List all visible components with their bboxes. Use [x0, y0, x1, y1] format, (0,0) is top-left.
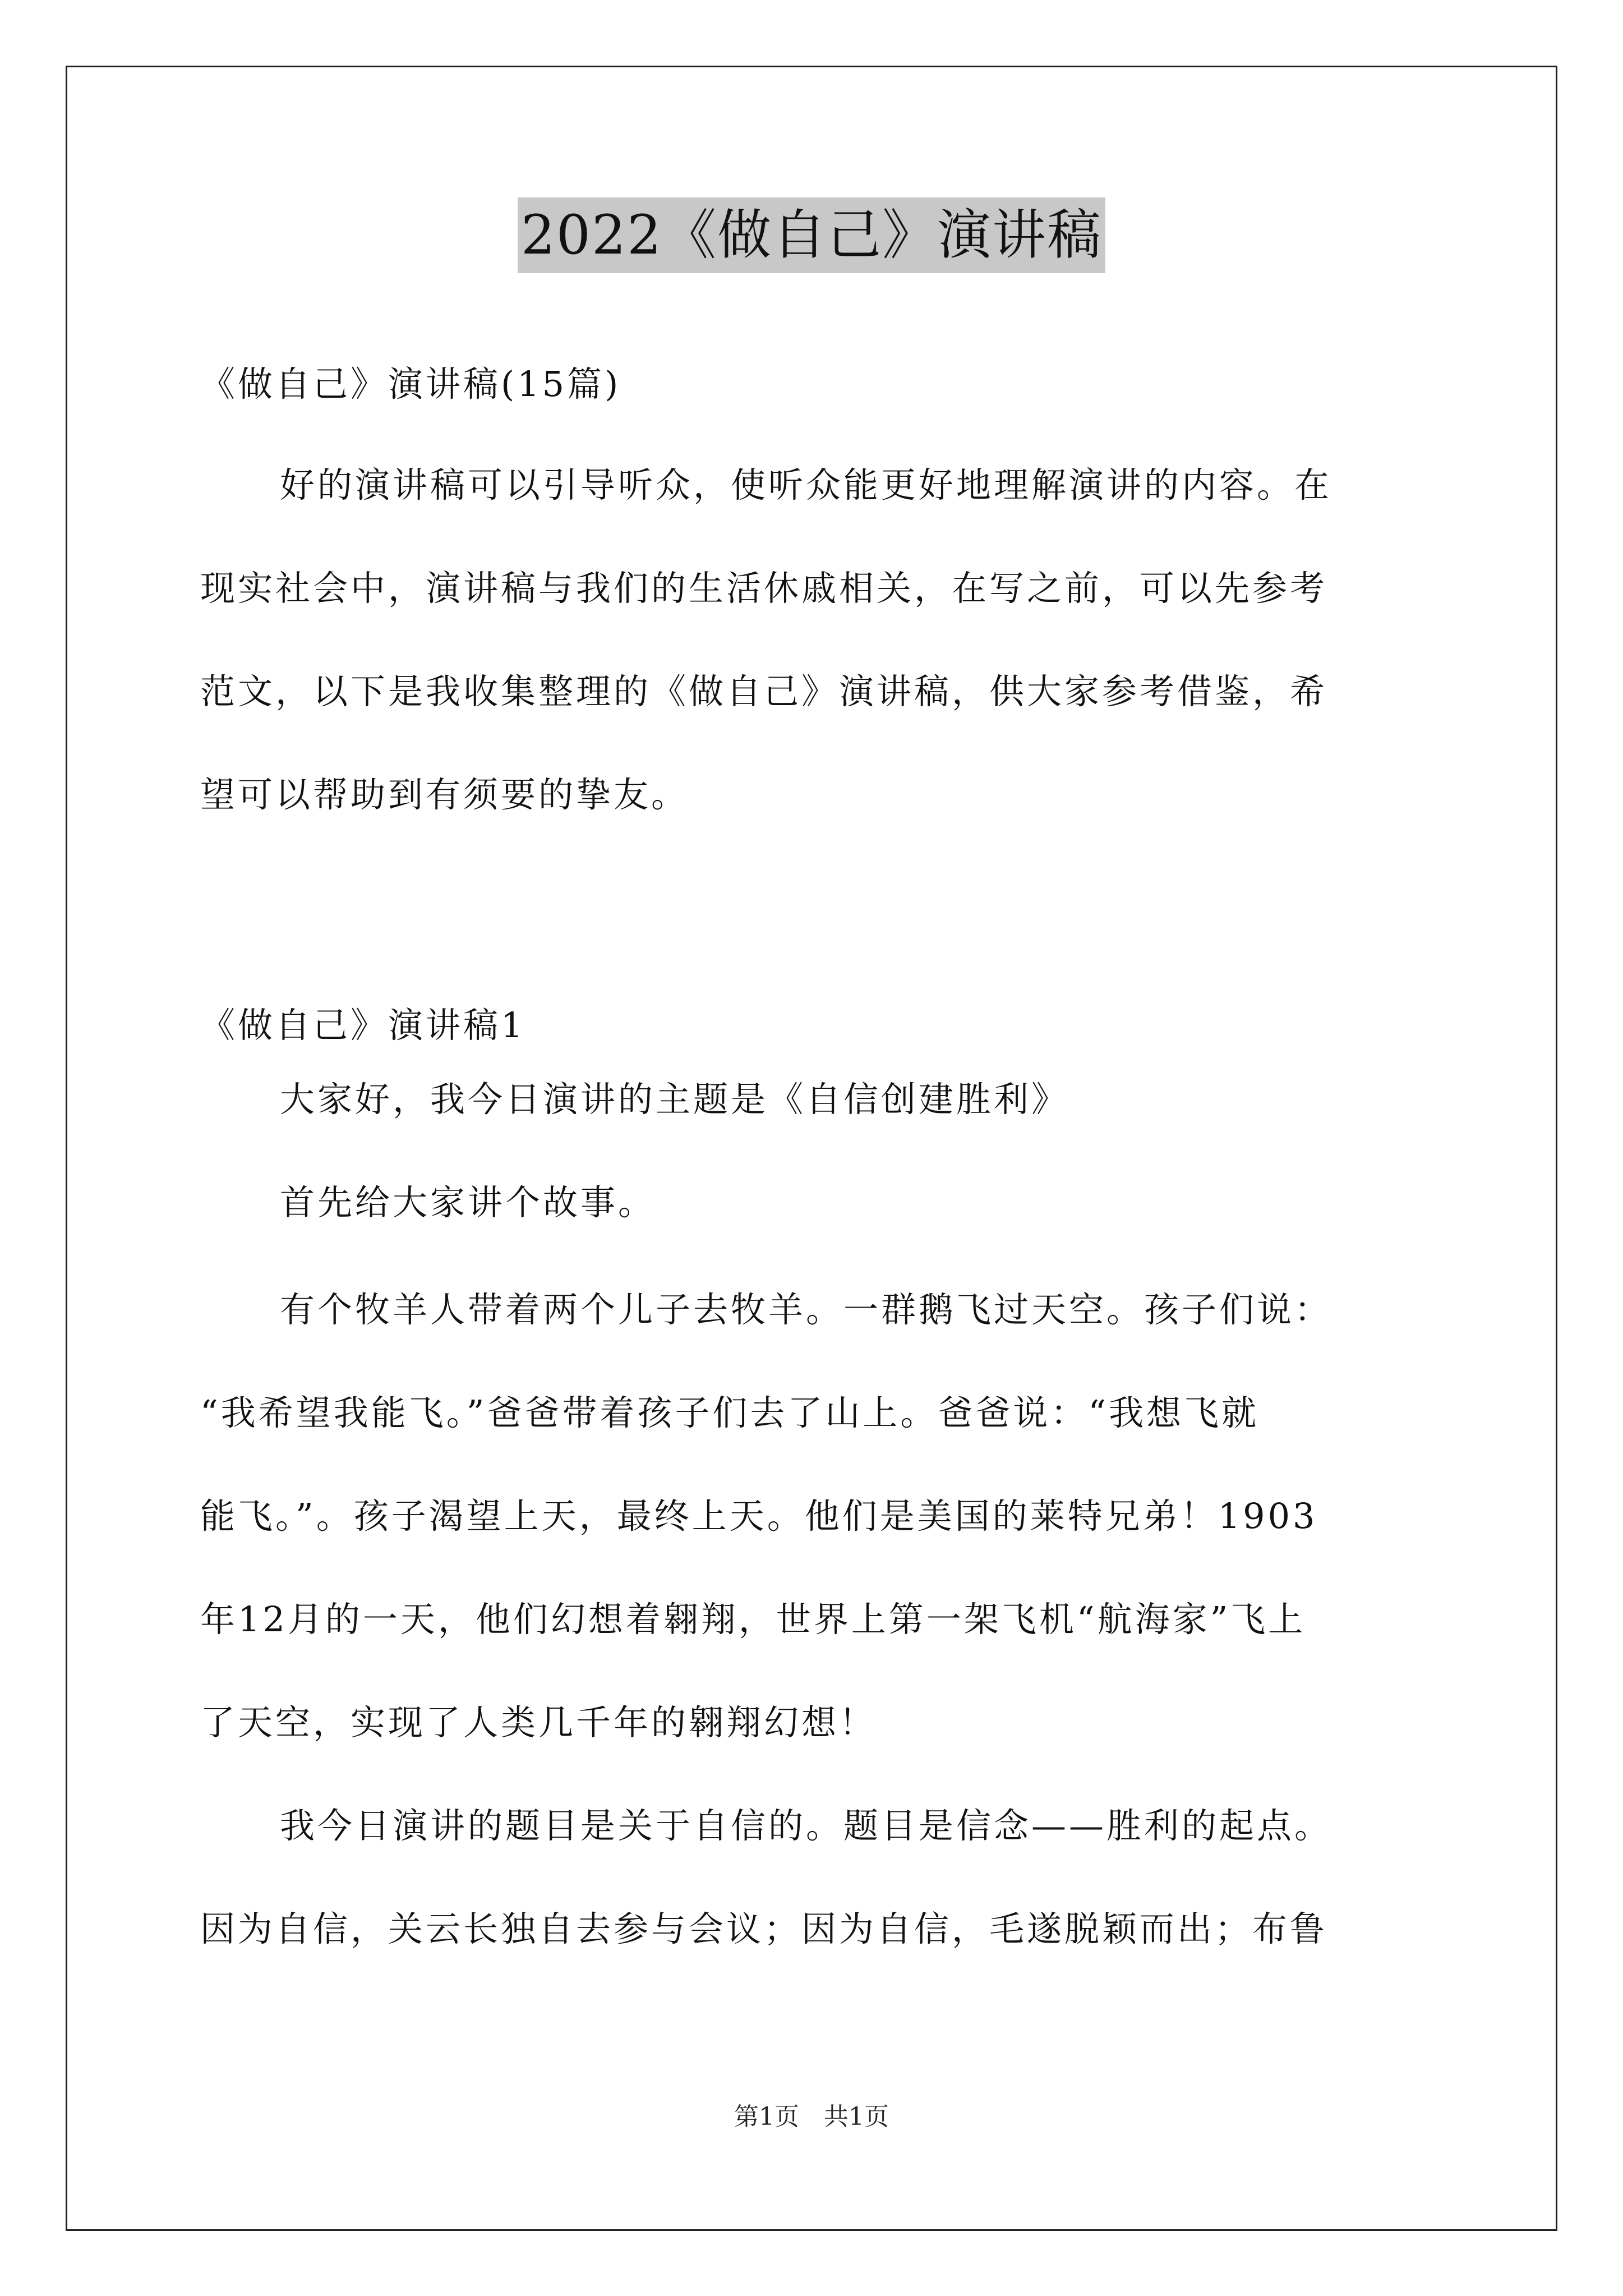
intro-paragraph — [200, 454, 1428, 867]
body-line: 了天空，实现了人类几千年的翱翔幻想！ — [200, 1702, 877, 1743]
title-container — [0, 197, 1623, 273]
document-title: 2022《做自己》演讲稿 — [518, 197, 1105, 273]
section-heading: 《做自己》演讲稿1 — [200, 1005, 526, 1046]
intro-line: 范文，以下是我收集整理的《做自己》演讲稿，供大家参考借鉴，希 — [200, 671, 1328, 712]
document-subtitle: 《做自己》演讲稿(15篇) — [200, 364, 621, 404]
speech-body — [200, 1279, 1428, 2001]
body-line: 年12月的一天，他们幻想着翱翔，世界上第一架飞机“航海家”飞上 — [200, 1599, 1306, 1640]
intro-line: 望可以帮助到有须要的挚友。 — [200, 774, 689, 815]
body-line: 因为自信，关云长独自去参与会议；因为自信，毛遂脱颖而出；布鲁 — [200, 1908, 1328, 1949]
body-line: 我今日演讲的题目是关于自信的。题目是信念——胜利的起点。 — [280, 1805, 1332, 1846]
intro-line: 好的演讲稿可以引导听众，使听众能更好地理解演讲的内容。在 — [280, 464, 1332, 505]
intro-line: 现实社会中，演讲稿与我们的生活休戚相关，在写之前，可以先参考 — [200, 568, 1328, 609]
page-number-footer: 第1页 共1页 — [734, 2102, 889, 2131]
body-line: 有个牧羊人带着两个儿子去牧羊。一群鹅飞过天空。孩子们说： — [280, 1289, 1332, 1330]
body-line: “我希望我能飞。”爸爸带着孩子们去了山上。爸爸说：“我想飞就 — [200, 1392, 1260, 1433]
greeting-paragraph: 大家好，我今日演讲的主题是《自信创建胜利》 — [280, 1079, 1069, 1120]
body-line: 能飞。”。孩子渴望上天，最终上天。他们是美国的莱特兄弟！1903 — [200, 1496, 1318, 1536]
story-intro-paragraph: 首先给大家讲个故事。 — [280, 1182, 656, 1223]
